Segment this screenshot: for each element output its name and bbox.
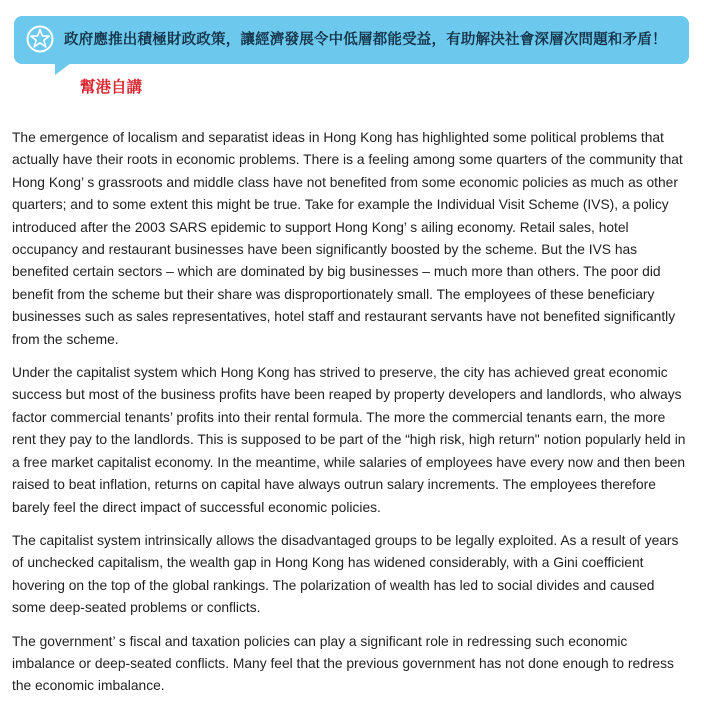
headline-text: 政府應推出積極財政政策，讓經濟發展令中低層都能受益，有助解決社會深層次問題和矛盾！ xyxy=(64,32,667,48)
article-paragraph: The government’ s fiscal and taxation policies can play a significant role in redressing such economic imbalance or deep-seated conflicts. Many feel that the previous government has not done enough to redress the economic imbalance. xyxy=(12,633,674,694)
article-paragraph: The capitalist system intrinsically allows the disadvantaged groups to be legally exploited. As a result of years of unchecked capitalism, the wealth gap in Hong Kong has widened considerably, with a Gini coefficient hovering on the top of the global rankings. The polarization of wealth has led to social divides and caused some deep-seated problems or conflicts. xyxy=(12,532,679,616)
article-paragraph: Under the capitalist system which Hong Kong has strived to preserve, the city has achieved great economic success but most of the business profits have been reaped by property developers and landlords, who always factor commercial tenants’ profits into their rental formula. The more the commercial tenants earn, the more rent they pay to the landlords. This is supposed to be part of the “high risk, high return" notion popularly held in a free market capitalist economy. In the meantime, while salaries of employees have every now and then been raised to beat inflation, returns on capital have always outrun salary increments. The employees therefore barely feel the direct impact of successful economic policies. xyxy=(12,365,686,515)
article-paragraph: The emergence of localism and separatist ideas in Hong Kong has highlighted some political problems that actually have their roots in economic problems. There is a feeling among some quarters of the community that Hong Kong’ s grassroots and middle class have not benefited from some economic policies as much as other quarters; and to some extent this might be true. Take for example the Individual Visit Scheme (IVS), a policy introduced after the 2003 SARS epidemic to support Hong Kong’ s ailing economy. Retail sales, hotel occupancy and restaurant businesses have been significantly boosted by the scheme. But the IVS has benefited certain sectors – which are dominated by big businesses – much more than others. The poor did benefit from the scheme but their share was disproportionately small. The employees of these beneficiary businesses such as sales representatives, hotel staff and restaurant servants have not benefited significantly from the scheme. xyxy=(12,130,683,347)
banner-pointer xyxy=(55,63,71,75)
section-label: 幫港自講 xyxy=(80,78,143,96)
article-body xyxy=(12,127,692,709)
headline-banner xyxy=(14,16,689,64)
star-icon xyxy=(26,25,54,53)
